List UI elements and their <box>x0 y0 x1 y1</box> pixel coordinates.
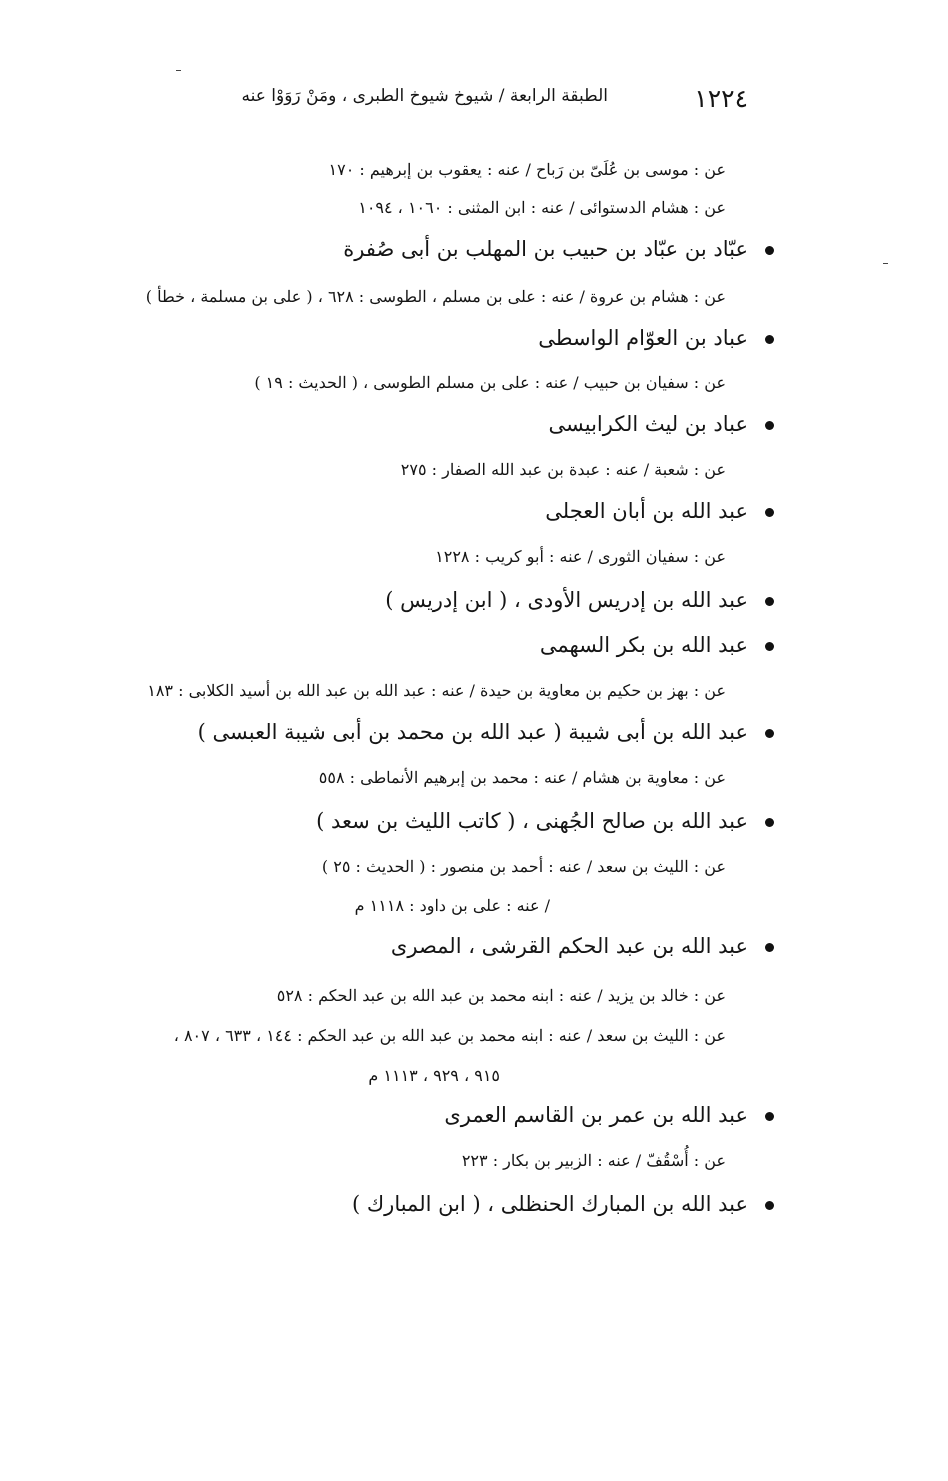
bullet-icon <box>765 1112 774 1121</box>
bullet-icon <box>765 1201 774 1210</box>
entry-line: عن : بهز بن حكيم بن معاوية بن حيدة / عنه : عبد الله بن عبد الله بن أسيد الكلابى : ١٨٣ <box>147 681 726 700</box>
entry-title: عباد بن ليث الكرابيسى <box>548 412 748 436</box>
bullet-icon <box>765 943 774 952</box>
entry-line: عن : الليث بن سعد / عنه : ابنه محمد بن عبد الله بن عبد الحكم : ١٤٤ ، ٦٣٣ ، ٨٠٧ ، <box>173 1026 726 1045</box>
scan-speck <box>883 263 888 264</box>
entry-line: عن : خالد بن يزيد / عنه : ابنه محمد بن عبد الله بن عبد الحكم : ٥٢٨ <box>276 986 726 1005</box>
entry-line: / عنه : على بن داود : ١١١٨ م <box>354 896 550 915</box>
entry-line: عن : هشام الدستوائى / عنه : ابن المثنى : ١٠٦٠ ، ١٠٩٤ <box>358 198 726 217</box>
page-number: ١٢٢٤ <box>694 84 748 113</box>
running-title: الطبقة الرابعة / شيوخ شيوخ الطبرى ، ومَنْ رَوَوْا عنه <box>241 86 608 106</box>
entry-line: عن : شعبة / عنه : عبدة بن عبد الله الصفار : ٢٧٥ <box>400 460 726 479</box>
bullet-icon <box>765 335 774 344</box>
bullet-icon <box>765 246 774 255</box>
bullet-icon <box>765 729 774 738</box>
entry-title: عبد الله بن بكر السهمى <box>539 633 748 657</box>
entry-line: عن : الليث بن سعد / عنه : أحمد بن منصور : ( الحديث : ٢٥ ) <box>321 857 726 876</box>
entry-title: عباد بن العوّام الواسطى <box>538 326 748 350</box>
bullet-icon <box>765 508 774 517</box>
entry-title: عبد الله بن صالح الجُهنى ، ( كاتب الليث بن سعد ) <box>316 809 748 833</box>
entry-title: عبد الله بن أبان العجلى <box>545 499 748 523</box>
scan-speck <box>176 70 181 71</box>
entry-title: عبد الله بن المبارك الحنظلى ، ( ابن المبارك ) <box>352 1192 748 1216</box>
entry-title: عبد الله بن أبى شيبة ( عبد الله بن محمد بن أبى شيبة العبسى ) <box>197 720 748 744</box>
bullet-icon <box>765 642 774 651</box>
entry-line: عن : سفيان الثورى / عنه : أبو كريب : ١٢٢٨ <box>435 547 726 566</box>
entry-title: عبد الله بن عبد الحكم القرشى ، المصرى <box>390 934 748 958</box>
bullet-icon <box>765 818 774 827</box>
entry-line: عن : سفيان بن حبيب / عنه : على بن مسلم الطوسى ، ( الحديث : ١٩ ) <box>254 373 726 392</box>
entry-line: عن : موسى بن عُلَىّ بن رَباح / عنه : يعقوب بن إبرهيم : ١٧٠ <box>328 160 726 179</box>
entry-line: ٩١٥ ، ٩٢٩ ، ١١١٣ م <box>368 1066 500 1085</box>
entry-title: عبّاد بن عبّاد بن حبيب بن المهلب بن أبى صُفرة <box>343 237 748 261</box>
entry-line: عن : هشام بن عروة / عنه : على بن مسلم ، الطوسى : ٦٢٨ ، ( على بن مسلمة ، خطأ ) <box>145 287 726 306</box>
entry-line: عن : أُسْقُفّ / عنه : الزبير بن بكار : ٢٢٣ <box>461 1151 726 1170</box>
bullet-icon <box>765 597 774 606</box>
entry-line: عن : معاوية بن هشام / عنه : محمد بن إبرهيم الأنماطى : ٥٥٨ <box>318 768 726 787</box>
entry-title: عبد الله بن إدريس الأودى ، ( ابن إدريس ) <box>385 588 748 612</box>
bullet-icon <box>765 421 774 430</box>
entry-title: عبد الله بن عمر بن القاسم العمرى <box>444 1103 748 1127</box>
